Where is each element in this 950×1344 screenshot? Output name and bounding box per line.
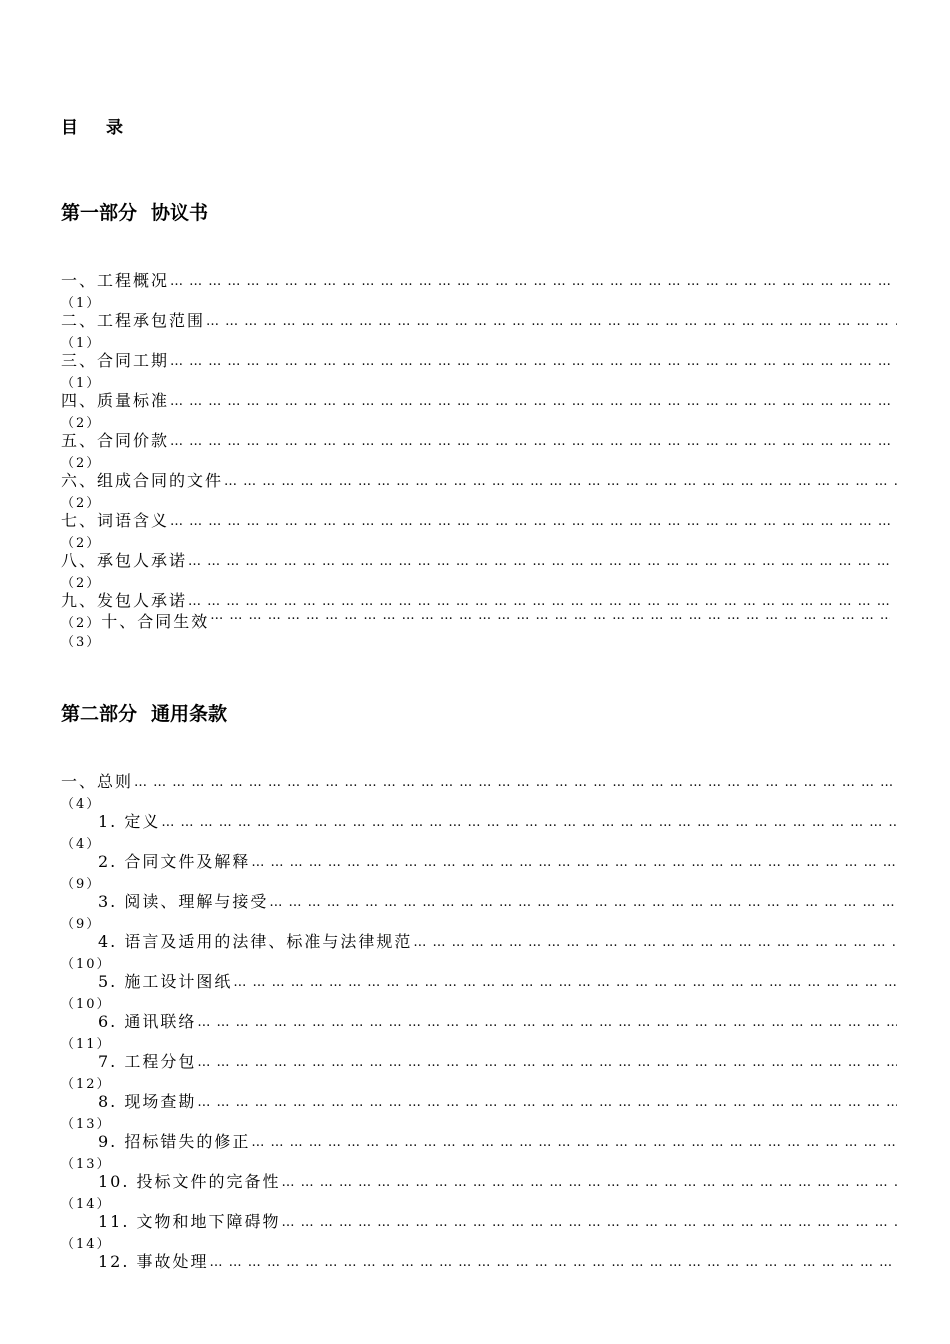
dot-leader bbox=[233, 976, 897, 992]
toc-entry-shigu-chuli[interactable] bbox=[61, 1252, 897, 1276]
toc-entry-hetong-wenjian[interactable] bbox=[61, 471, 897, 511]
toc-entry-hetong-shengxiao[interactable] bbox=[61, 631, 897, 651]
dot-leader bbox=[210, 1256, 897, 1272]
toc-entry-label: 5. 施工设计图纸 bbox=[98, 972, 233, 991]
toc-entry-label: 六、组成合同的文件 bbox=[61, 471, 224, 490]
toc-entry-chengbao-fanwei[interactable] bbox=[61, 311, 897, 351]
dot-leader bbox=[197, 1056, 897, 1072]
toc-entry-hetong-jiakuan[interactable] bbox=[61, 431, 897, 471]
toc-entry-label: 七、词语含义 bbox=[61, 511, 170, 530]
toc-entry-zhaobiao-cuoshi[interactable] bbox=[61, 1132, 897, 1172]
toc-entry-xianchang-chakan[interactable] bbox=[61, 1092, 897, 1132]
dot-leader bbox=[170, 275, 897, 291]
toc-entry-page: （2） bbox=[61, 456, 102, 471]
toc-entry-chengbaoren-chengnuo[interactable] bbox=[61, 551, 897, 591]
part1-toc-list bbox=[61, 271, 897, 651]
toc-entry-label: 四、质量标准 bbox=[61, 391, 170, 410]
toc-entry-zhiliang-biaozhun[interactable] bbox=[61, 391, 897, 431]
part2-heading-number: 第二部分 bbox=[61, 703, 138, 725]
dot-leader bbox=[224, 475, 897, 491]
toc-entry-label: 一、工程概况 bbox=[61, 271, 170, 290]
toc-entry-label[interactable]: 十、合同生效 bbox=[101, 612, 210, 631]
toc-entry-fabaoren-chengnuo[interactable] bbox=[61, 591, 897, 631]
part1-heading-number: 第一部分 bbox=[61, 202, 138, 224]
toc-entry-toubiao-wenjian[interactable] bbox=[61, 1172, 897, 1212]
toc-title-right: 录 bbox=[106, 118, 123, 138]
toc-entry-page: （1） bbox=[61, 376, 102, 391]
toc-entry-gongcheng-gaikuang[interactable] bbox=[61, 271, 897, 311]
dot-leader bbox=[413, 936, 897, 952]
toc-entry-page: （13） bbox=[61, 1157, 112, 1172]
dot-leader bbox=[197, 1096, 897, 1112]
toc-entry-label: 3. 阅读、理解与接受 bbox=[98, 892, 269, 911]
part2-heading bbox=[61, 699, 227, 726]
toc-entry-label: 4. 语言及适用的法律、标准与法律规范 bbox=[98, 932, 413, 951]
part1-heading bbox=[61, 198, 208, 225]
toc-entry-page: （4） bbox=[61, 797, 102, 812]
dot-leader bbox=[170, 515, 897, 531]
dot-leader bbox=[170, 355, 897, 371]
toc-entry-hetong-gongqi[interactable] bbox=[61, 351, 897, 391]
toc-entry-page: （1） bbox=[61, 336, 102, 351]
toc-entry-zongze[interactable] bbox=[61, 772, 897, 812]
toc-entry-page: （2） bbox=[61, 576, 102, 591]
toc-entry-label: 二、工程承包范围 bbox=[61, 311, 206, 330]
dot-leader bbox=[161, 816, 897, 832]
toc-title bbox=[61, 113, 123, 138]
part2-heading-title: 通用条款 bbox=[151, 703, 228, 725]
toc-entry-page: （4） bbox=[61, 837, 102, 852]
dot-leader bbox=[282, 1216, 897, 1232]
toc-entry-label: 10. 投标文件的完备性 bbox=[98, 1172, 281, 1191]
toc-entry-sheji-tuzhi[interactable] bbox=[61, 972, 897, 1012]
toc-title-left: 目 bbox=[61, 118, 78, 138]
toc-entry-label: 2. 合同文件及解释 bbox=[98, 852, 251, 871]
toc-entry-page: （2） bbox=[61, 616, 102, 631]
toc-entry-page: （9） bbox=[61, 877, 102, 892]
dot-leader bbox=[269, 896, 897, 912]
toc-entry-yuyan-falv[interactable] bbox=[61, 932, 897, 972]
toc-entry-wenwu-zhangaiwu[interactable] bbox=[61, 1212, 897, 1252]
toc-entry-page: （11） bbox=[61, 1037, 112, 1052]
toc-entry-label: 1. 定义 bbox=[98, 812, 161, 831]
toc-entry-page: （1） bbox=[61, 296, 102, 311]
toc-entry-label: 九、发包人承诺 bbox=[61, 591, 188, 610]
toc-entry-page: （2） bbox=[61, 496, 102, 511]
toc-entry-page: （9） bbox=[61, 917, 102, 932]
dot-leader bbox=[251, 1136, 897, 1152]
dot-leader bbox=[206, 315, 897, 331]
toc-entry-gongcheng-fenbao[interactable] bbox=[61, 1052, 897, 1092]
toc-entry-label: 三、合同工期 bbox=[61, 351, 170, 370]
dot-leader bbox=[188, 555, 897, 571]
toc-entry-page: （2） bbox=[61, 416, 102, 431]
part2-toc-list bbox=[61, 772, 897, 1276]
dot-leader bbox=[170, 395, 897, 411]
toc-entry-page: （3） bbox=[61, 635, 102, 650]
toc-entry-page: （2） bbox=[61, 536, 102, 551]
toc-entry-tongxun-lianluo[interactable] bbox=[61, 1012, 897, 1052]
toc-entry-page: （14） bbox=[61, 1237, 112, 1252]
dot-leader bbox=[134, 776, 897, 792]
toc-entry-label: 6. 通讯联络 bbox=[98, 1012, 197, 1031]
toc-entry-yuedu-lijie[interactable] bbox=[61, 892, 897, 932]
dot-leader bbox=[210, 609, 890, 627]
toc-entry-dingyi[interactable] bbox=[61, 812, 897, 852]
toc-entry-ciyu-hanyi[interactable] bbox=[61, 511, 897, 551]
toc-entry-page: （13） bbox=[61, 1117, 112, 1132]
toc-entry-label: 11. 文物和地下障碍物 bbox=[98, 1212, 281, 1231]
dot-leader bbox=[197, 1016, 897, 1032]
toc-entry-label: 一、总则 bbox=[61, 772, 134, 791]
toc-entry-page: （12） bbox=[61, 1077, 112, 1092]
toc-entry-label: 八、承包人承诺 bbox=[61, 551, 188, 570]
toc-entry-page: （10） bbox=[61, 957, 112, 972]
toc-entry-label: 12. 事故处理 bbox=[98, 1252, 209, 1271]
toc-entry-page: （14） bbox=[61, 1197, 112, 1212]
toc-entry-page: （10） bbox=[61, 997, 112, 1012]
part1-heading-title: 协议书 bbox=[151, 202, 209, 224]
toc-entry-label: 8. 现场查勘 bbox=[98, 1092, 197, 1111]
dot-leader bbox=[170, 435, 897, 451]
toc-entry-hetong-wenjian-jieshi[interactable] bbox=[61, 852, 897, 892]
toc-entry-label: 五、合同价款 bbox=[61, 431, 170, 450]
toc-entry-label: 7. 工程分包 bbox=[98, 1052, 197, 1071]
dot-leader bbox=[251, 856, 897, 872]
toc-entry-label: 9. 招标错失的修正 bbox=[98, 1132, 251, 1151]
dot-leader bbox=[282, 1176, 897, 1192]
